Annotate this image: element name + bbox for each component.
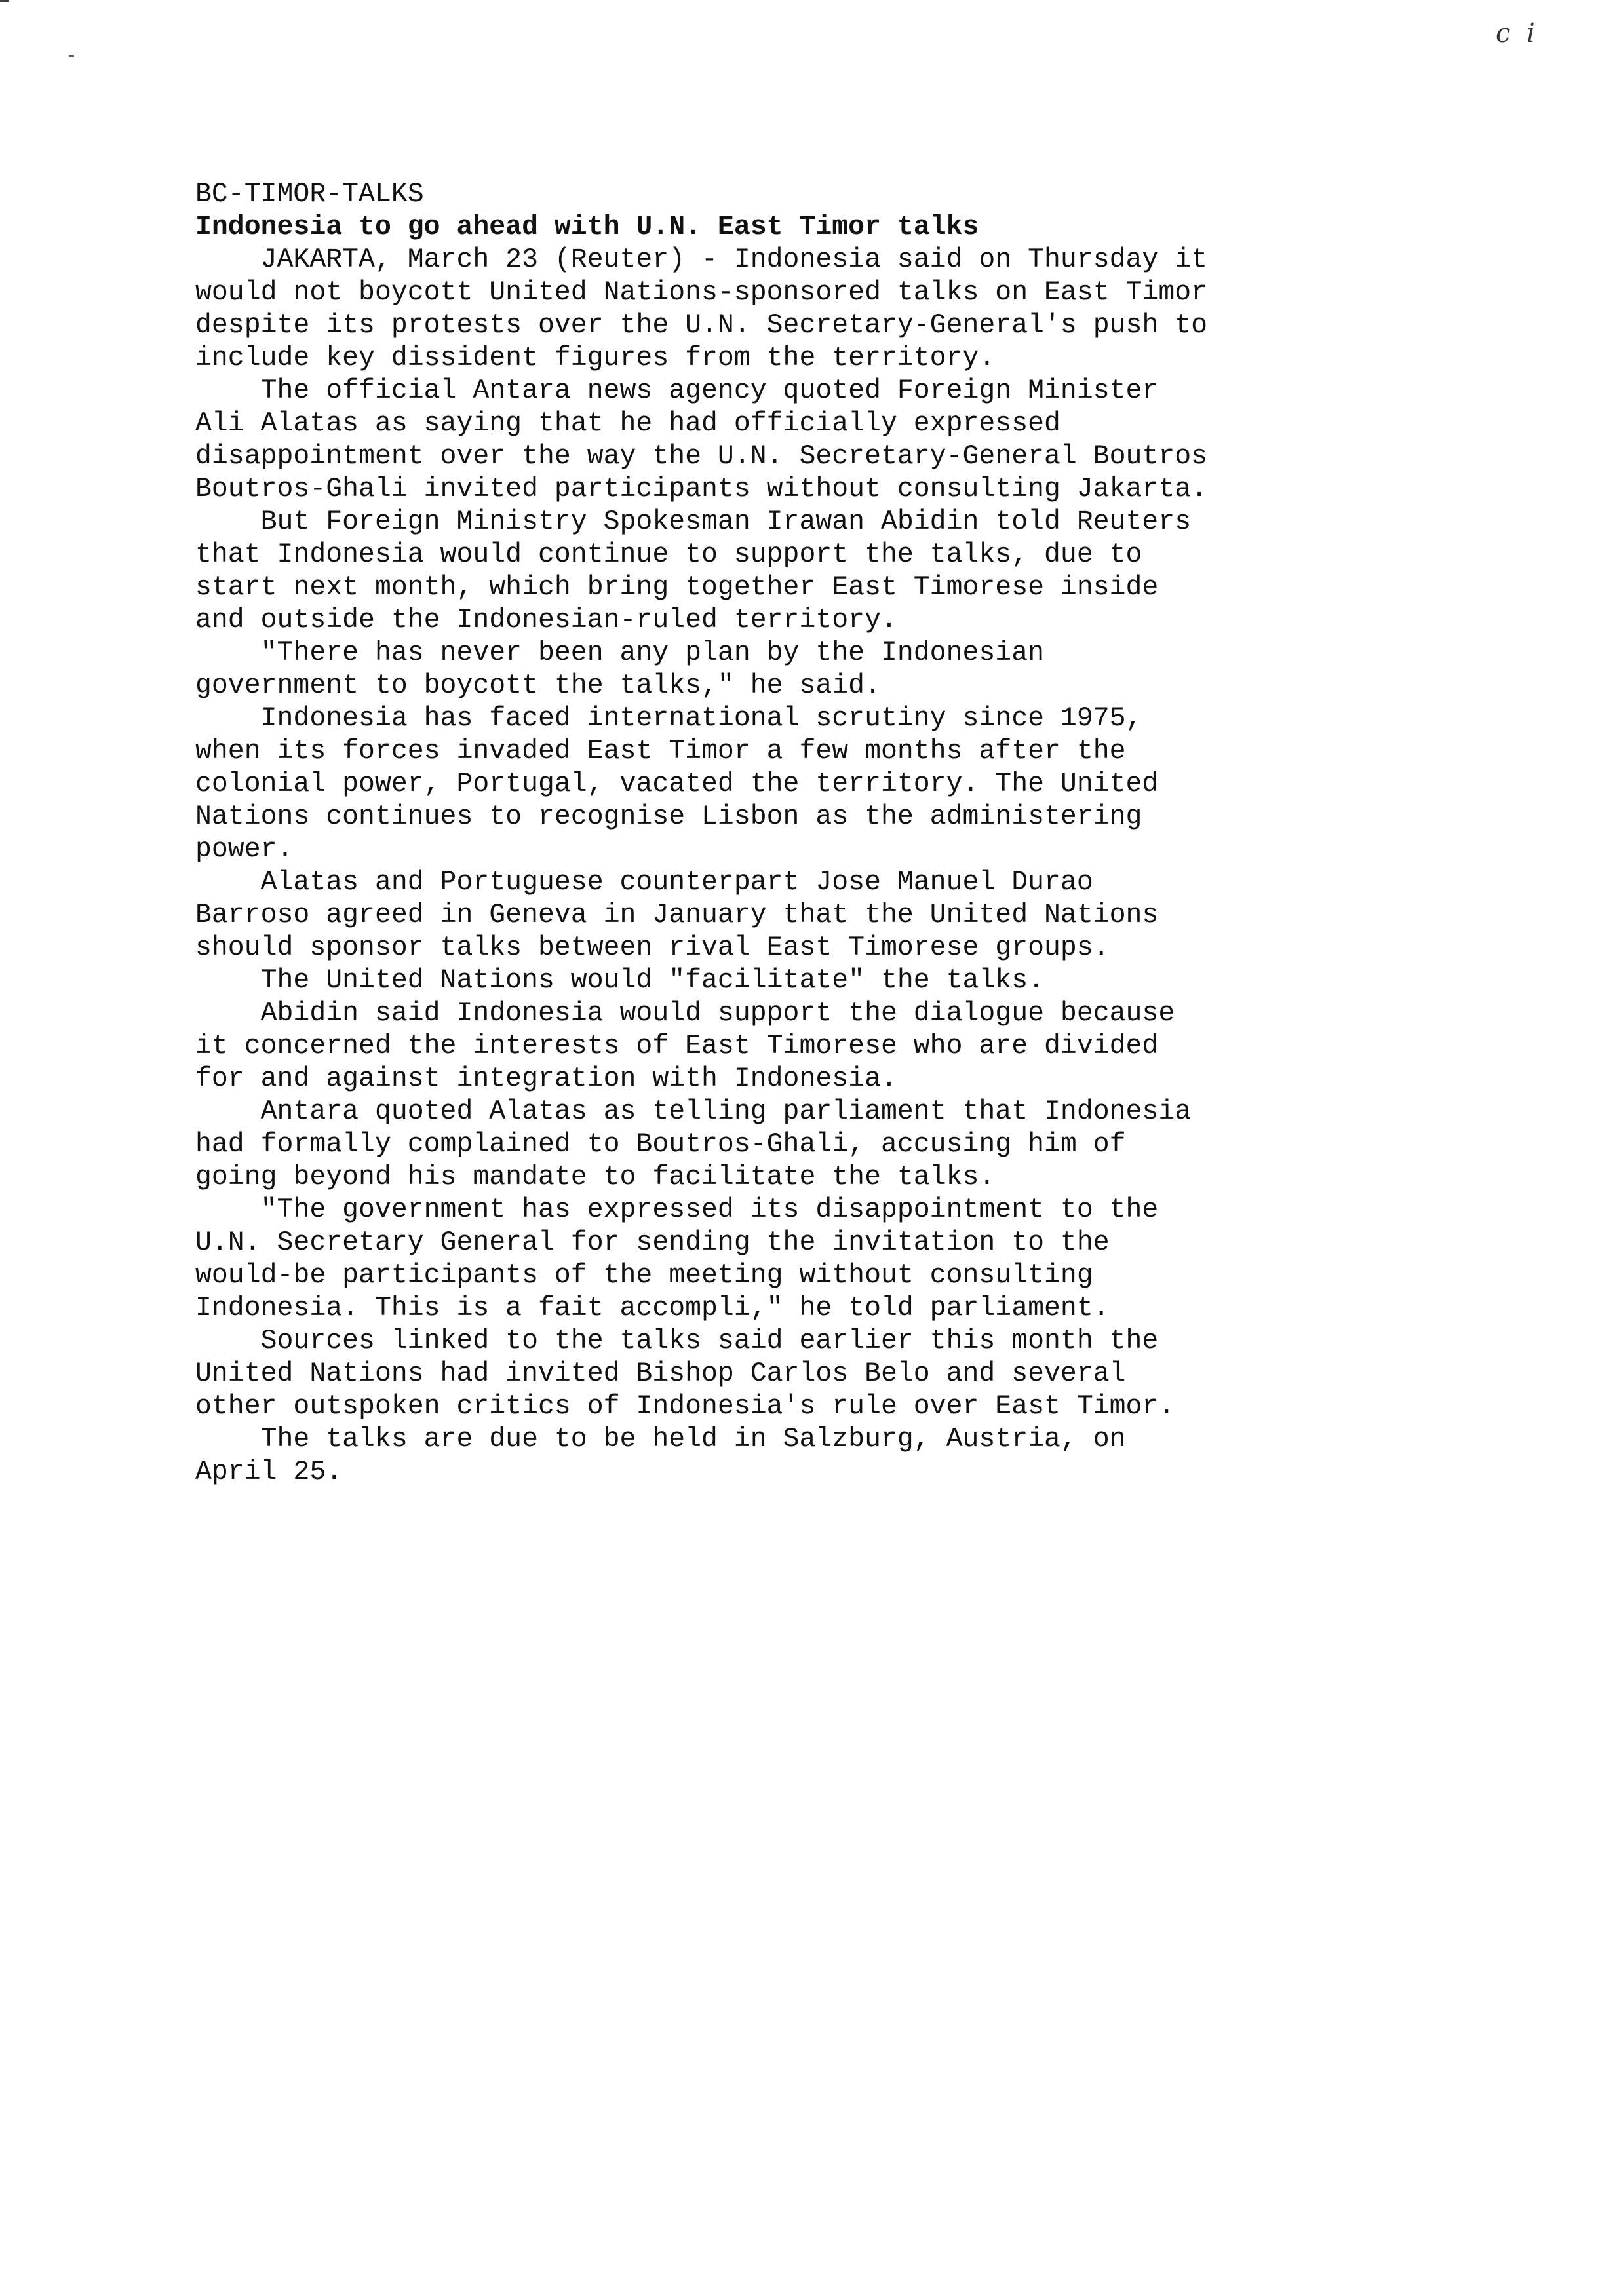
page-corner-mark: c i [1496, 18, 1539, 48]
article-paragraph [195, 997, 1441, 1096]
paragraph-line: it concerned the interests of East Timorese who are divided [195, 1031, 1159, 1062]
paragraph-line: Ali Alatas as saying that he had officially expressed [195, 408, 1060, 439]
paragraph-line: The talks are due to be held in Salzburg, Austria, on [195, 1424, 1126, 1455]
article-paragraph [195, 637, 1441, 702]
paragraph-line: Abidin said Indonesia would support the dialogue because [195, 998, 1175, 1029]
paragraph-line: should sponsor talks between rival East Timorese groups. [195, 932, 1110, 963]
paragraph-line: for and against integration with Indonesia. [195, 1063, 897, 1094]
paragraph-line: Alatas and Portuguese counterpart Jose Manuel Durao [195, 867, 1093, 898]
paragraph-line: and outside the Indonesian-ruled territory. [195, 605, 897, 636]
paragraph-line: JAKARTA, March 23 (Reuter) - Indonesia said on Thursday it [195, 244, 1208, 275]
paragraph-line: Indonesia has faced international scrutiny since 1975, [195, 703, 1142, 734]
paragraph-line: Sources linked to the talks said earlier this month the [195, 1326, 1159, 1356]
paragraph-line: colonial power, Portugal, vacated the territory. The United [195, 769, 1159, 799]
paragraph-line: Indonesia. This is a fait accompli," he told parliament. [195, 1293, 1110, 1324]
paragraph-line: other outspoken critics of Indonesia's rule over East Timor. [195, 1391, 1175, 1422]
paragraph-line: "The government has expressed its disappointment to the [195, 1195, 1159, 1225]
article-paragraph [195, 702, 1441, 866]
article-paragraph [195, 244, 1441, 375]
paragraph-line: Nations continues to recognise Lisbon as the administering [195, 801, 1142, 832]
paragraph-line: The official Antara news agency quoted Foreign Minister [195, 375, 1159, 406]
paragraph-line: when its forces invaded East Timor a few months after the [195, 736, 1126, 767]
paragraph-line: had formally complained to Boutros-Ghali, accusing him of [195, 1129, 1126, 1160]
story-slug: BC-TIMOR-TALKS [195, 179, 424, 210]
article-paragraph [195, 1325, 1441, 1423]
article-body [195, 244, 1441, 1489]
article-paragraph [195, 1096, 1441, 1194]
paragraph-line: would not boycott United Nations-sponsored talks on East Timor [195, 277, 1208, 308]
paragraph-line: government to boycott the talks," he said. [195, 670, 881, 701]
paragraph-line: U.N. Secretary General for sending the invitation to the [195, 1227, 1110, 1258]
paragraph-line: include key dissident figures from the territory. [195, 343, 996, 373]
story-headline: Indonesia to go ahead with U.N. East Timor talks [195, 212, 979, 242]
article-paragraph [195, 866, 1441, 965]
paragraph-line: The United Nations would "facilitate" the talks. [195, 965, 1045, 996]
paragraph-line: would-be participants of the meeting without consulting [195, 1260, 1093, 1291]
paragraph-line: "There has never been any plan by the Indonesian [195, 638, 1045, 668]
paragraph-line: April 25. [195, 1457, 343, 1487]
paragraph-line: United Nations had invited Bishop Carlos Belo and several [195, 1358, 1126, 1389]
news-article [195, 178, 1441, 1489]
article-paragraph [195, 1194, 1441, 1325]
article-paragraph [195, 965, 1441, 997]
scan-artifact-dot [69, 55, 74, 57]
paragraph-line: that Indonesia would continue to support the talks, due to [195, 539, 1142, 570]
paragraph-line: going beyond his mandate to facilitate the talks. [195, 1162, 996, 1193]
paragraph-line: power. [195, 834, 294, 865]
paragraph-line: despite its protests over the U.N. Secretary-General's push to [195, 310, 1208, 341]
paragraph-line: Boutros-Ghali invited participants without consulting Jakarta. [195, 474, 1208, 505]
article-paragraph [195, 375, 1441, 506]
paragraph-line: start next month, which bring together East Timorese inside [195, 572, 1159, 603]
paragraph-line: But Foreign Ministry Spokesman Irawan Abidin told Reuters [195, 507, 1192, 537]
paragraph-line: disappointment over the way the U.N. Secretary-General Boutros [195, 441, 1208, 472]
scan-artifact-mark [0, 0, 9, 2]
article-paragraph [195, 506, 1441, 637]
paragraph-line: Barroso agreed in Geneva in January that the United Nations [195, 900, 1159, 930]
paragraph-line: Antara quoted Alatas as telling parliament that Indonesia [195, 1096, 1192, 1127]
article-paragraph [195, 1423, 1441, 1489]
